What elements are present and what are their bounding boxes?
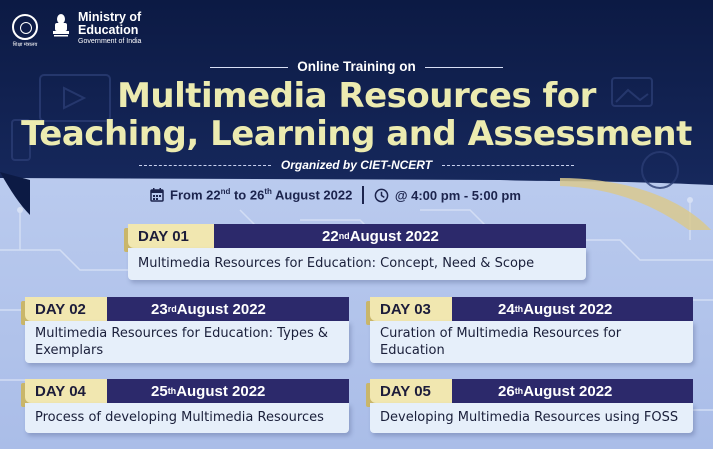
day-badge: DAY 01: [128, 224, 214, 248]
title-line2: Teaching, Learning and Assessment: [21, 114, 692, 154]
day-date: 24 th August 2022: [370, 297, 693, 321]
ministry-logo-group: [12, 11, 141, 48]
day-card-1: [128, 224, 586, 282]
day-date: 25 th August 2022: [25, 379, 349, 403]
emblem-icon: [50, 13, 72, 41]
day-card-2: [25, 297, 349, 365]
time-range: @ 4:00 pm - 5:00 pm: [394, 187, 521, 203]
date-range: From 22nd to 26th August 2022: [170, 187, 353, 203]
day-topic: Multimedia Resources for Education: Concept, Need & Scope: [128, 248, 586, 280]
logo-caption: शिक्षा मंत्रालय: [12, 42, 38, 48]
schedule-separator: [362, 186, 364, 204]
organized-by: [0, 158, 713, 172]
day-date: 22 nd August 2022: [128, 224, 586, 248]
online-training-text: Online Training on: [297, 59, 416, 74]
day-badge: DAY 02: [25, 297, 107, 321]
day-badge: DAY 03: [370, 297, 452, 321]
day-date: 26 th August 2022: [370, 379, 693, 403]
ministry-name: [78, 11, 141, 46]
day-topic: Curation of Multimedia Resources for Education: [370, 321, 693, 363]
schedule-bar: [150, 185, 560, 205]
day-badge: DAY 05: [370, 379, 452, 403]
online-training-label: [0, 59, 713, 74]
organized-by-text: Organized by CIET-NCERT: [280, 158, 433, 172]
day-topic: Process of developing Multimedia Resources: [25, 403, 349, 433]
day-badge: DAY 04: [25, 379, 107, 403]
ministry-logo-icon: [12, 11, 38, 48]
clock-icon: [374, 188, 389, 203]
day-date: 23 rd August 2022: [25, 297, 349, 321]
day-card-5: [370, 379, 693, 435]
day-topic: Multimedia Resources for Education: Types & Exemplars: [25, 321, 349, 363]
calendar-icon: [150, 188, 164, 202]
day-card-4: [25, 379, 349, 435]
title-line1: Multimedia Resources for: [117, 76, 596, 116]
day-card-3: [370, 297, 693, 365]
day-topic: Developing Multimedia Resources using FOSS: [370, 403, 693, 433]
ministry-gov: Government of India: [78, 38, 142, 46]
ministry-line2: Education: [78, 23, 139, 38]
ministry-line1: Ministry of: [78, 10, 142, 24]
